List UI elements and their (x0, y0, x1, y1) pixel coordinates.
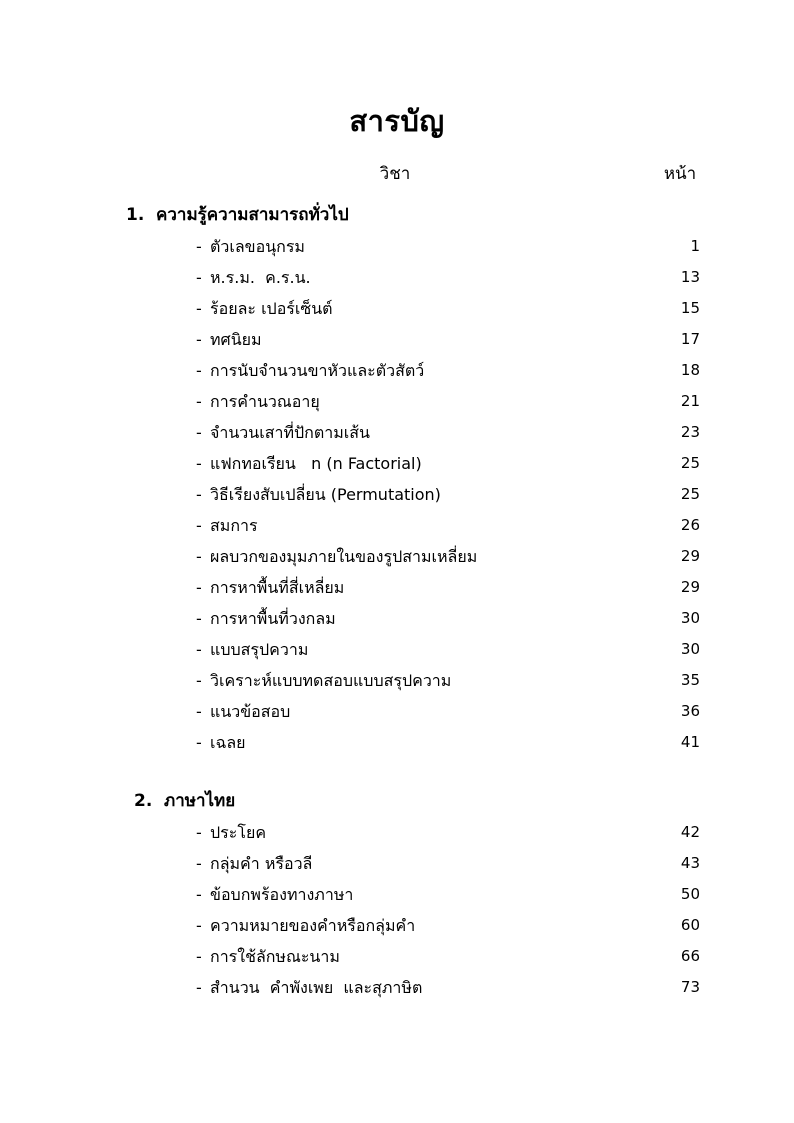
column-header-row (0, 164, 794, 190)
toc-entry[interactable] (0, 541, 794, 572)
toc-entry-bullet: - (196, 516, 202, 535)
toc-entry-bullet: - (196, 485, 202, 504)
toc-entry-page-number: 36 (680, 702, 700, 720)
toc-entry-label: การหาพื้นที่สี่เหลี่ยม (210, 578, 345, 597)
toc-entry[interactable] (0, 572, 794, 603)
toc-entry-page-number: 23 (680, 423, 700, 441)
toc-entry-page-number: 17 (680, 330, 700, 348)
toc-entry[interactable] (0, 727, 794, 758)
toc-entry-bullet: - (196, 702, 202, 721)
toc-entry-label: สำนวน คำพังเพย และสุภาษิต (210, 978, 423, 997)
toc-entry-label: ตัวเลขอนุกรม (210, 237, 305, 256)
toc-entry[interactable] (0, 355, 794, 386)
toc-entry[interactable] (0, 479, 794, 510)
toc-entry[interactable] (0, 293, 794, 324)
toc-entry[interactable] (0, 941, 794, 972)
toc-entry[interactable] (0, 231, 794, 262)
toc-entry-bullet: - (196, 854, 202, 873)
toc-entry-bullet: - (196, 268, 202, 287)
toc-entry-bullet: - (196, 237, 202, 256)
toc-section (0, 786, 794, 1003)
toc-entry-page-number: 43 (680, 854, 700, 872)
toc-entry-page-number: 30 (680, 640, 700, 658)
toc-entry-label: ข้อบกพร้องทางภาษา (210, 885, 354, 904)
column-header-page: หน้า (663, 164, 697, 184)
toc-entry-label: เฉลย (210, 733, 246, 752)
toc-entry-page-number: 50 (680, 885, 700, 903)
column-header-subject: วิชา (379, 164, 411, 184)
toc-section-number: 2. (134, 791, 153, 811)
toc-entry-page-number: 13 (680, 268, 700, 286)
toc-entry-bullet: - (196, 392, 202, 411)
toc-entry[interactable] (0, 696, 794, 727)
toc-entry-page-number: 41 (680, 733, 700, 751)
toc-entry-page-number: 25 (680, 454, 700, 472)
toc-section-title: ความรู้ความสามารถทั่วไป (156, 205, 349, 225)
toc-entry[interactable] (0, 510, 794, 541)
toc-entry-bullet: - (196, 671, 202, 690)
toc-entry[interactable] (0, 262, 794, 293)
toc-section (0, 200, 794, 758)
toc-entry-label: วิธีเรียงสับเปลี่ยน (Permutation) (210, 485, 441, 504)
toc-entry-page-number: 73 (680, 978, 700, 996)
toc-entry-label: ผลบวกของมุมภายในของรูปสามเหลี่ยม (210, 547, 478, 566)
toc-entry-label: กลุ่มคำ หรือวลี (210, 854, 313, 873)
toc-entry-label: การนับจำนวนขาหัวและตัวสัตว์ (210, 361, 425, 380)
toc-entry-label: การหาพื้นที่วงกลม (210, 609, 336, 628)
toc-entry[interactable] (0, 603, 794, 634)
toc-section-title: ภาษาไทย (164, 791, 236, 811)
toc-entry-page-number: 1 (690, 237, 700, 255)
toc-entry-page-number: 26 (680, 516, 700, 534)
toc-entry-bullet: - (196, 978, 202, 997)
toc-entry-bullet: - (196, 423, 202, 442)
toc-entry-label: ร้อยละ เปอร์เซ็นต์ (210, 299, 333, 318)
toc-entry-label: แฟกทอเรียน n (n Factorial) (210, 454, 422, 473)
toc-list (0, 200, 794, 1003)
toc-entry-label: ความหมายของคำหรือกลุ่มคำ (210, 916, 416, 935)
toc-entry-label: ทศนิยม (210, 330, 262, 349)
toc-entry-bullet: - (196, 578, 202, 597)
toc-entry-bullet: - (196, 916, 202, 935)
toc-entry-page-number: 21 (680, 392, 700, 410)
toc-section-number: 1. (126, 205, 145, 225)
toc-entry-bullet: - (196, 640, 202, 659)
toc-entry-bullet: - (196, 885, 202, 904)
toc-entry[interactable] (0, 972, 794, 1003)
toc-entry-page-number: 60 (680, 916, 700, 934)
toc-entry-page-number: 42 (680, 823, 700, 841)
toc-entry-bullet: - (196, 299, 202, 318)
toc-entry-bullet: - (196, 454, 202, 473)
toc-entry[interactable] (0, 386, 794, 417)
toc-entry[interactable] (0, 417, 794, 448)
toc-entry[interactable] (0, 848, 794, 879)
toc-entry[interactable] (0, 448, 794, 479)
toc-entry-page-number: 35 (680, 671, 700, 689)
toc-entry-label: แบบสรุปความ (210, 640, 309, 659)
toc-entry-page-number: 29 (680, 578, 700, 596)
toc-entry-page-number: 30 (680, 609, 700, 627)
toc-entry-bullet: - (196, 330, 202, 349)
toc-entry-label: วิเคราะห์แบบทดสอบแบบสรุปความ (210, 671, 452, 690)
toc-entry-page-number: 25 (680, 485, 700, 503)
toc-entry-page-number: 29 (680, 547, 700, 565)
toc-entry-label: แนวข้อสอบ (210, 702, 291, 721)
toc-section-header[interactable] (0, 200, 794, 231)
toc-entry-page-number: 18 (680, 361, 700, 379)
toc-entry-bullet: - (196, 733, 202, 752)
toc-entry-label: การคำนวณอายุ (210, 392, 320, 411)
toc-entry-page-number: 66 (680, 947, 700, 965)
toc-section-header[interactable] (0, 786, 794, 817)
toc-entry-bullet: - (196, 361, 202, 380)
toc-entry-bullet: - (196, 547, 202, 566)
toc-entry[interactable] (0, 324, 794, 355)
toc-entry-bullet: - (196, 947, 202, 966)
toc-entry[interactable] (0, 665, 794, 696)
toc-entry-label: ประโยค (210, 823, 267, 842)
toc-entry[interactable] (0, 879, 794, 910)
toc-entry-page-number: 15 (680, 299, 700, 317)
toc-entry-label: จำนวนเสาที่ปักตามเส้น (210, 423, 370, 442)
toc-entry[interactable] (0, 634, 794, 665)
toc-entry-label: สมการ (210, 516, 258, 535)
toc-entry-label: การใช้ลักษณะนาม (210, 947, 340, 966)
toc-entry-bullet: - (196, 823, 202, 842)
toc-entry-bullet: - (196, 609, 202, 628)
page-title: สารบัญ (349, 104, 445, 139)
toc-entry-label: ห.ร.ม. ค.ร.น. (210, 268, 311, 287)
toc-entry[interactable] (0, 817, 794, 848)
toc-entry[interactable] (0, 910, 794, 941)
